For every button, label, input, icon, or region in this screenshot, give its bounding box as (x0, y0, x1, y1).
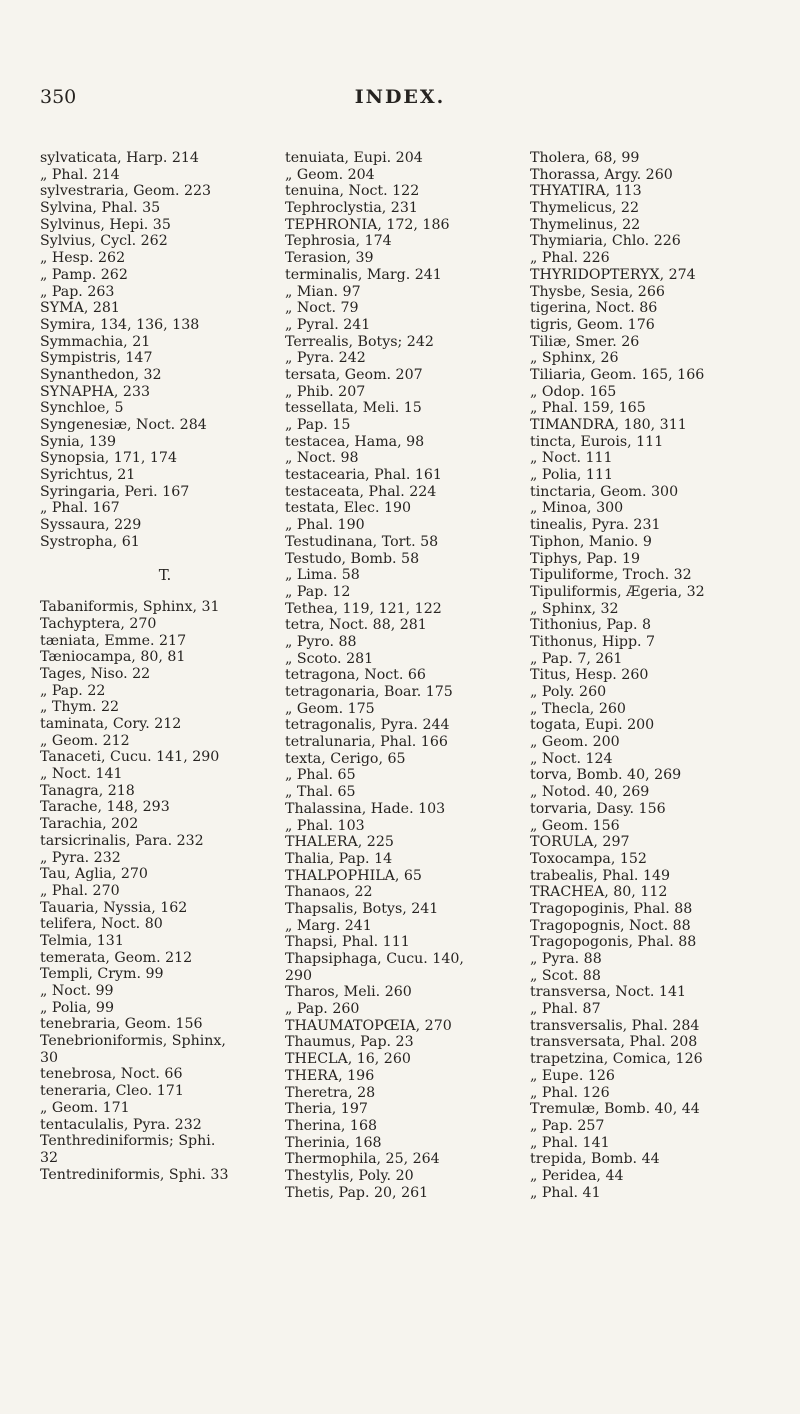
index-entry: Thanaos, 22 (285, 884, 373, 901)
index-entry: tessellata, Meli. 15 (285, 400, 422, 417)
index-entry: „ Pap. 260 (285, 1001, 360, 1018)
index-entry: „ Noct. 98 (285, 450, 359, 467)
index-entry: tarsicrinalis, Para. 232 (40, 832, 204, 849)
index-entry: Syringaria, Peri. 167 (40, 483, 190, 500)
index-entry: Tipuliformis, Ægeria, 32 (530, 583, 705, 600)
index-entry: testaceata, Phal. 224 (285, 483, 437, 500)
index-entry: „ Peridea, 44 (530, 1167, 624, 1184)
index-entry: Tipuliforme, Troch. 32 (530, 567, 692, 584)
index-entry: transversata, Phal. 208 (530, 1034, 698, 1051)
index-entry: Tragopogonis, Phal. 88 (530, 934, 697, 951)
index-entry: tetra, Noct. 88, 281 (285, 617, 427, 634)
index-entry: Syrichtus, 21 (40, 467, 136, 484)
index-entry: telifera, Noct. 80 (40, 916, 163, 933)
index-entry: Thymelicus, 22 (530, 200, 639, 217)
page-number: 350 (40, 86, 77, 108)
index-entry: sylvestraria, Geom. 223 (40, 183, 212, 200)
running-title: INDEX. (354, 86, 446, 108)
index-entry: texta, Cerigo, 65 (285, 750, 406, 767)
index-entry: teneraria, Cleo. 171 (40, 1083, 184, 1100)
index-entry: „ Marg. 241 (285, 917, 372, 934)
index-entry: THALERA, 225 (285, 834, 394, 851)
index-entry: Thalassina, Hade. 103 (285, 800, 446, 817)
index-entry: trabealis, Phal. 149 (530, 867, 671, 884)
index-entry: „ Pap. 15 (285, 417, 351, 433)
index-entry: Thorassa, Argy. 260 (530, 166, 673, 183)
index-entry: taminata, Cory. 212 (40, 716, 182, 732)
index-entry: 290 (285, 967, 313, 984)
index-entry: Templi, Crym. 99 (40, 966, 164, 983)
index-entry: Synopsia, 171, 174 (40, 450, 177, 467)
index-entry: testata, Elec. 190 (285, 500, 412, 517)
index-entry: Thermophila, 25, 264 (285, 1151, 440, 1168)
index-entry: „ Noct. 111 (530, 450, 613, 467)
index-entry: tigerina, Noct. 86 (530, 300, 658, 317)
index-entry: Tragopognis, Noct. 88 (530, 917, 691, 934)
index-entry: Testudinana, Tort. 58 (285, 533, 439, 550)
index-entry: THYATIRA, 113 (530, 183, 642, 200)
index-entry: „ Eupe. 126 (530, 1067, 615, 1084)
index-entry: Tenthrediniformis; Sphi. (40, 1133, 216, 1150)
index-entry: tentaculalis, Pyra. 232 (40, 1116, 202, 1133)
index-entry: „ Phal. 65 (285, 767, 356, 784)
index-entry: „ Scot. 88 (530, 967, 601, 984)
index-entry: testacea, Hama, 98 (285, 433, 425, 450)
index-entry: „ Geom. 156 (530, 817, 620, 834)
index-column-3 (530, 150, 790, 1201)
index-entry: „ Polia, 111 (530, 467, 614, 484)
index-entry: „ Noct. 79 (285, 300, 359, 317)
index-entry: Tharos, Meli. 260 (285, 984, 412, 1001)
index-entry: Tauaria, Nyssia, 162 (40, 899, 188, 916)
index-entry: tersata, Geom. 207 (285, 366, 423, 383)
index-entry: torva, Bomb. 40, 269 (530, 767, 682, 784)
index-entry: „ Lima. 58 (285, 567, 360, 584)
index-entry: Tremulæ, Bomb. 40, 44 (530, 1101, 700, 1118)
index-entry: „ Pyro. 88 (285, 633, 357, 650)
index-entry: „ Mian. 97 (285, 283, 361, 300)
index-entry: temerata, Geom. 212 (40, 949, 193, 966)
index-entry: Thestylis, Poly. 20 (285, 1167, 414, 1184)
index-entry: Sylvinus, Hepi. 35 (40, 216, 171, 233)
index-entry: torvaria, Dasy. 156 (530, 800, 666, 817)
index-entry: 32 (40, 1149, 59, 1166)
index-entry: „ Sphinx, 32 (530, 600, 619, 617)
index-entry: „ Pap. 12 (285, 583, 351, 600)
index-entry: „ Geom. 200 (530, 734, 620, 751)
index-entry: tæniata, Emme. 217 (40, 632, 187, 649)
index-entry: „ Pyral. 241 (285, 316, 371, 333)
index-entry: tenebraria, Geom. 156 (40, 1016, 203, 1033)
index-entry: TORULA, 297 (530, 834, 630, 851)
index-entry: „ Sphinx, 26 (530, 350, 619, 367)
index-entry: Thymiaria, Chlo. 226 (530, 233, 681, 250)
index-entry: „ Pap. 7, 261 (530, 650, 623, 667)
index-column-2 (285, 150, 530, 1201)
section-letter: T. (158, 565, 172, 584)
index-entry: Toxocampa, 152 (530, 850, 647, 867)
index-entry: Tæniocampa, 80, 81 (40, 649, 186, 666)
index-entry: Testudo, Bomb. 58 (285, 550, 420, 567)
index-entry: „ Phal. 87 (530, 1001, 601, 1018)
index-entry: terminalis, Marg. 241 (285, 266, 442, 283)
index-entry: Systropha, 61 (40, 533, 140, 550)
index-entry: togata, Eupi. 200 (530, 717, 655, 734)
page-header (0, 86, 800, 114)
index-entry: „ Geom. 204 (285, 166, 375, 183)
index-entry: „ Thecla, 260 (530, 700, 626, 717)
index-entry: THECLA, 16, 260 (285, 1051, 411, 1068)
index-entry: „ Phal. 41 (530, 1184, 601, 1201)
index-entry: Thaumus, Pap. 23 (285, 1034, 414, 1051)
index-entry: „ Minoa, 300 (530, 500, 624, 517)
index-entry: Thapsalis, Botys, 241 (285, 900, 439, 917)
index-entry: Sylvius, Cycl. 262 (40, 233, 168, 250)
index-entry: „ Phal. 167 (40, 500, 120, 517)
index-entry: Symira, 134, 136, 138 (40, 316, 200, 333)
index-entry: „ Thym. 22 (40, 699, 120, 716)
index-entry: „ Pap. 263 (40, 283, 115, 300)
index-entry: SYNAPHA, 233 (40, 383, 151, 400)
index-entry: Tiphys, Pap. 19 (530, 550, 641, 567)
index-entry: Tenebrioniformis, Sphinx, (40, 1033, 226, 1050)
index-entry: Synia, 139 (40, 433, 116, 450)
index-entry: „ Phal. 126 (530, 1084, 610, 1101)
index-entry: THALPOPHILA, 65 (285, 867, 422, 884)
index-entry: Thetis, Pap. 20, 261 (285, 1184, 429, 1201)
index-entry: „ Phal. 190 (285, 517, 365, 534)
index-entry: „ Hesp. 262 (40, 250, 126, 267)
index-entry: „ Phal. 214 (40, 166, 120, 183)
index-entry: Tephroclystia, 231 (285, 200, 418, 217)
index-entry: „ Noct. 141 (40, 766, 123, 783)
index-entry: Thapsi, Phal. 111 (285, 934, 410, 951)
index-entry: Syssaura, 229 (40, 517, 142, 534)
index-entry: tetragonalis, Pyra. 244 (285, 717, 450, 734)
index-entry: TIMANDRA, 180, 311 (530, 417, 687, 433)
index-entry: „ Polia, 99 (40, 999, 114, 1016)
index-entry: trepida, Bomb. 44 (530, 1151, 660, 1168)
index-entry: „ Phal. 270 (40, 882, 120, 899)
index-entry: Tarache, 148, 293 (40, 799, 170, 816)
index-entry: Terasion, 39 (285, 250, 374, 267)
index-entry: Tiliaria, Geom. 165, 166 (530, 366, 705, 383)
index-entry: „ Noct. 99 (40, 983, 114, 999)
index-entry: Thysbe, Sesia, 266 (530, 283, 665, 300)
index-entry: tinctaria, Geom. 300 (530, 483, 679, 500)
index-entry: „ Phal. 103 (285, 817, 365, 834)
index-entry: tetragona, Noct. 66 (285, 667, 426, 684)
index-entry: „ Pamp. 262 (40, 266, 128, 283)
index-entry: Tholera, 68, 99 (530, 150, 640, 166)
index-entry: 30 (40, 1049, 59, 1066)
index-entry: Syngenesiæ, Noct. 284 (40, 417, 207, 433)
index-entry: testacearia, Phal. 161 (285, 467, 442, 484)
index-entry: Tithonius, Pap. 8 (530, 617, 651, 634)
index-entry: Tachyptera, 270 (40, 615, 157, 632)
index-entry: „ Phal. 226 (530, 250, 610, 267)
index-entry: Tentrediniformis, Sphi. 33 (40, 1166, 229, 1183)
index-entry: „ Noct. 124 (530, 750, 613, 767)
index-entry: tinealis, Pyra. 231 (530, 517, 661, 534)
index-entry: „ Pap. 257 (530, 1117, 605, 1134)
index-entry: Tiliæ, Smer. 26 (530, 333, 640, 350)
index-entry: transversalis, Phal. 284 (530, 1017, 700, 1034)
index-entry: sylvaticata, Harp. 214 (40, 150, 199, 166)
index-entry: Titus, Hesp. 260 (530, 667, 649, 684)
index-entry: Theretra, 28 (285, 1084, 376, 1101)
index-entry: Therinia, 168 (285, 1134, 382, 1151)
index-entry: „ Pap. 22 (40, 682, 106, 699)
index-entry: „ Pyra. 88 (530, 951, 602, 967)
index-entry: Tau, Aglia, 270 (40, 866, 148, 883)
index-entry: tenuina, Noct. 122 (285, 183, 420, 200)
index-entry: tenuiata, Eupi. 204 (285, 150, 423, 166)
index-entry: Symmachia, 21 (40, 333, 151, 350)
index-entry: Tages, Niso. 22 (40, 665, 151, 682)
index-entry: Thapsiphaga, Cucu. 140, (285, 951, 464, 967)
index-entry: Tabaniformis, Sphinx, 31 (40, 599, 220, 616)
index-entry: tetragonaria, Boar. 175 (285, 684, 453, 700)
index-entry: „ Pyra. 232 (40, 849, 121, 866)
index-entry: Thymelinus, 22 (530, 216, 641, 233)
index-entry: Theria, 197 (285, 1101, 368, 1118)
index-entry: Thalia, Pap. 14 (285, 850, 393, 867)
index-entry: „ Pyra. 242 (285, 350, 366, 367)
index-entry: Synchloe, 5 (40, 400, 124, 417)
index-entry: THYRIDOPTERYX, 274 (530, 266, 696, 283)
index-entry: tincta, Eurois, 111 (530, 433, 664, 450)
index-entry: Tragopoginis, Phal. 88 (530, 900, 693, 917)
index-entry: „ Thal. 65 (285, 784, 356, 801)
index-entry: trapetzina, Comica, 126 (530, 1051, 703, 1068)
index-entry: Sylvina, Phal. 35 (40, 200, 161, 217)
index-entry: „ Geom. 175 (285, 700, 375, 717)
index-entry: Tethea, 119, 121, 122 (285, 600, 442, 617)
index-entry: Tarachia, 202 (40, 816, 139, 833)
index-entry: Tiphon, Manio. 9 (530, 533, 652, 550)
index-entry: transversa, Noct. 141 (530, 984, 687, 1001)
index-entry: SYMA, 281 (40, 300, 120, 317)
index-entry: Sympistris, 147 (40, 350, 153, 367)
index-entry: Therina, 168 (285, 1117, 378, 1134)
index-entry: „ Notod. 40, 269 (530, 784, 650, 801)
index-entry: THAUMATOPŒIA, 270 (285, 1017, 452, 1034)
index-entry: „ Odop. 165 (530, 383, 617, 400)
index-entry: tetralunaria, Phal. 166 (285, 734, 448, 751)
index-entry: Tanagra, 218 (40, 782, 135, 799)
index-entry: THERA, 196 (285, 1067, 375, 1084)
index-entry: „ Phib. 207 (285, 383, 366, 400)
index-entry: „ Poly. 260 (530, 684, 607, 700)
index-entry: TEPHRONIA, 172, 186 (285, 216, 450, 233)
index-entry: „ Phal. 159, 165 (530, 400, 646, 417)
index-entry: Tithonus, Hipp. 7 (530, 633, 656, 650)
index-entry: Synanthedon, 32 (40, 366, 162, 383)
index-entry: Telmia, 131 (40, 932, 124, 949)
index-entry: tenebrosa, Noct. 66 (40, 1066, 183, 1083)
index-entry: tigris, Geom. 176 (530, 316, 655, 333)
index-entry: „ Scoto. 281 (285, 650, 374, 667)
index-entry: TRACHEA, 80, 112 (530, 884, 668, 901)
index-entry: „ Geom. 212 (40, 732, 130, 749)
index-entry: „ Phal. 141 (530, 1134, 610, 1151)
index-column-1 (40, 150, 290, 1183)
index-entry: Terrealis, Botys; 242 (285, 333, 434, 350)
index-entry: Tephrosia, 174 (285, 233, 392, 250)
index-entry: „ Geom. 171 (40, 1099, 130, 1116)
index-entry: Tanaceti, Cucu. 141, 290 (40, 749, 220, 766)
